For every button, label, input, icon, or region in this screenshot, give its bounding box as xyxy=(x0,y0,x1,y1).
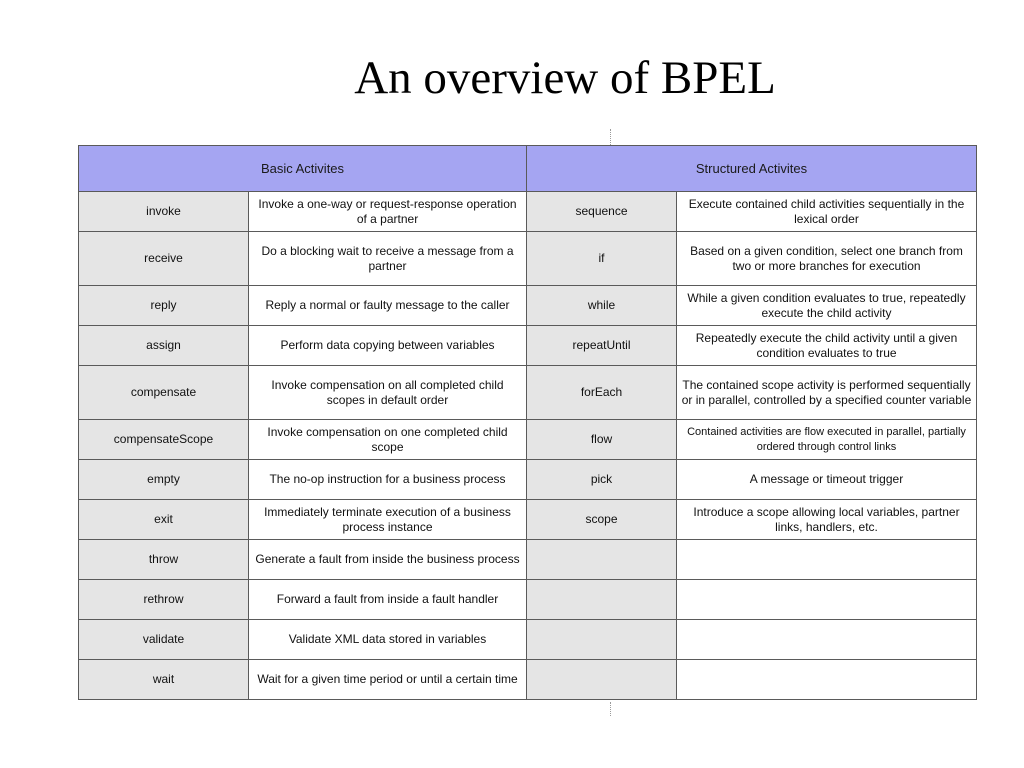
structured-activity-name: forEach xyxy=(527,366,677,420)
table-row xyxy=(79,192,977,232)
basic-activity-name: reply xyxy=(79,286,249,326)
basic-activity-description: Forward a fault from inside a fault handler xyxy=(249,580,527,620)
basic-activity-description: Invoke compensation on all completed child scopes in default order xyxy=(249,366,527,420)
table-row xyxy=(79,420,977,460)
basic-activity-description: Validate XML data stored in variables xyxy=(249,620,527,660)
structured-activity-description xyxy=(677,540,977,580)
basic-activity-name: throw xyxy=(79,540,249,580)
structured-activity-description: Based on a given condition, select one branch from two or more branches for execution xyxy=(677,232,977,286)
structured-activity-name: while xyxy=(527,286,677,326)
structured-activity-description: The contained scope activity is performed sequentially or in parallel, controlled by a specified counter variable xyxy=(677,366,977,420)
structured-activity-name: pick xyxy=(527,460,677,500)
basic-activity-description: Wait for a given time period or until a certain time xyxy=(249,660,527,700)
basic-activity-description: Generate a fault from inside the business process xyxy=(249,540,527,580)
structured-activity-name: repeatUntil xyxy=(527,326,677,366)
table-row xyxy=(79,580,977,620)
basic-activity-description: Invoke compensation on one completed child scope xyxy=(249,420,527,460)
table-row xyxy=(79,620,977,660)
bpel-activities-table xyxy=(78,145,977,700)
table-row xyxy=(79,326,977,366)
structured-activity-name: scope xyxy=(527,500,677,540)
header-basic-activities: Basic Activites xyxy=(79,146,527,192)
structured-activity-name xyxy=(527,580,677,620)
basic-activity-description: Invoke a one-way or request-response operation of a partner xyxy=(249,192,527,232)
table-row xyxy=(79,460,977,500)
structured-activity-name xyxy=(527,620,677,660)
basic-activity-name: empty xyxy=(79,460,249,500)
header-structured-activities: Structured Activites xyxy=(527,146,977,192)
basic-activity-description: Perform data copying between variables xyxy=(249,326,527,366)
structured-activity-name xyxy=(527,540,677,580)
divider-mark-top xyxy=(610,129,611,145)
table-row xyxy=(79,660,977,700)
basic-activity-name: assign xyxy=(79,326,249,366)
structured-activity-name: sequence xyxy=(527,192,677,232)
table-row xyxy=(79,232,977,286)
table-row xyxy=(79,366,977,420)
basic-activity-name: rethrow xyxy=(79,580,249,620)
structured-activity-description xyxy=(677,660,977,700)
structured-activity-description: While a given condition evaluates to true, repeatedly execute the child activity xyxy=(677,286,977,326)
structured-activity-description xyxy=(677,580,977,620)
table-row xyxy=(79,500,977,540)
structured-activity-description: A message or timeout trigger xyxy=(677,460,977,500)
page-title: An overview of BPEL xyxy=(354,52,776,104)
basic-activity-name: exit xyxy=(79,500,249,540)
structured-activity-description: Contained activities are flow executed in parallel, partially ordered through control links xyxy=(677,420,977,460)
structured-activity-description: Repeatedly execute the child activity until a given condition evaluates to true xyxy=(677,326,977,366)
divider-mark-bottom xyxy=(610,702,611,716)
basic-activity-description: The no-op instruction for a business process xyxy=(249,460,527,500)
structured-activity-name: if xyxy=(527,232,677,286)
structured-activity-name xyxy=(527,660,677,700)
basic-activity-name: invoke xyxy=(79,192,249,232)
table-row xyxy=(79,540,977,580)
basic-activity-description: Do a blocking wait to receive a message from a partner xyxy=(249,232,527,286)
structured-activity-description xyxy=(677,620,977,660)
structured-activity-description: Execute contained child activities sequentially in the lexical order xyxy=(677,192,977,232)
basic-activity-name: receive xyxy=(79,232,249,286)
basic-activity-description: Immediately terminate execution of a business process instance xyxy=(249,500,527,540)
basic-activity-description: Reply a normal or faulty message to the caller xyxy=(249,286,527,326)
table-row xyxy=(79,286,977,326)
structured-activity-name: flow xyxy=(527,420,677,460)
basic-activity-name: validate xyxy=(79,620,249,660)
basic-activity-name: wait xyxy=(79,660,249,700)
basic-activity-name: compensateScope xyxy=(79,420,249,460)
basic-activity-name: compensate xyxy=(79,366,249,420)
structured-activity-description: Introduce a scope allowing local variables, partner links, handlers, etc. xyxy=(677,500,977,540)
